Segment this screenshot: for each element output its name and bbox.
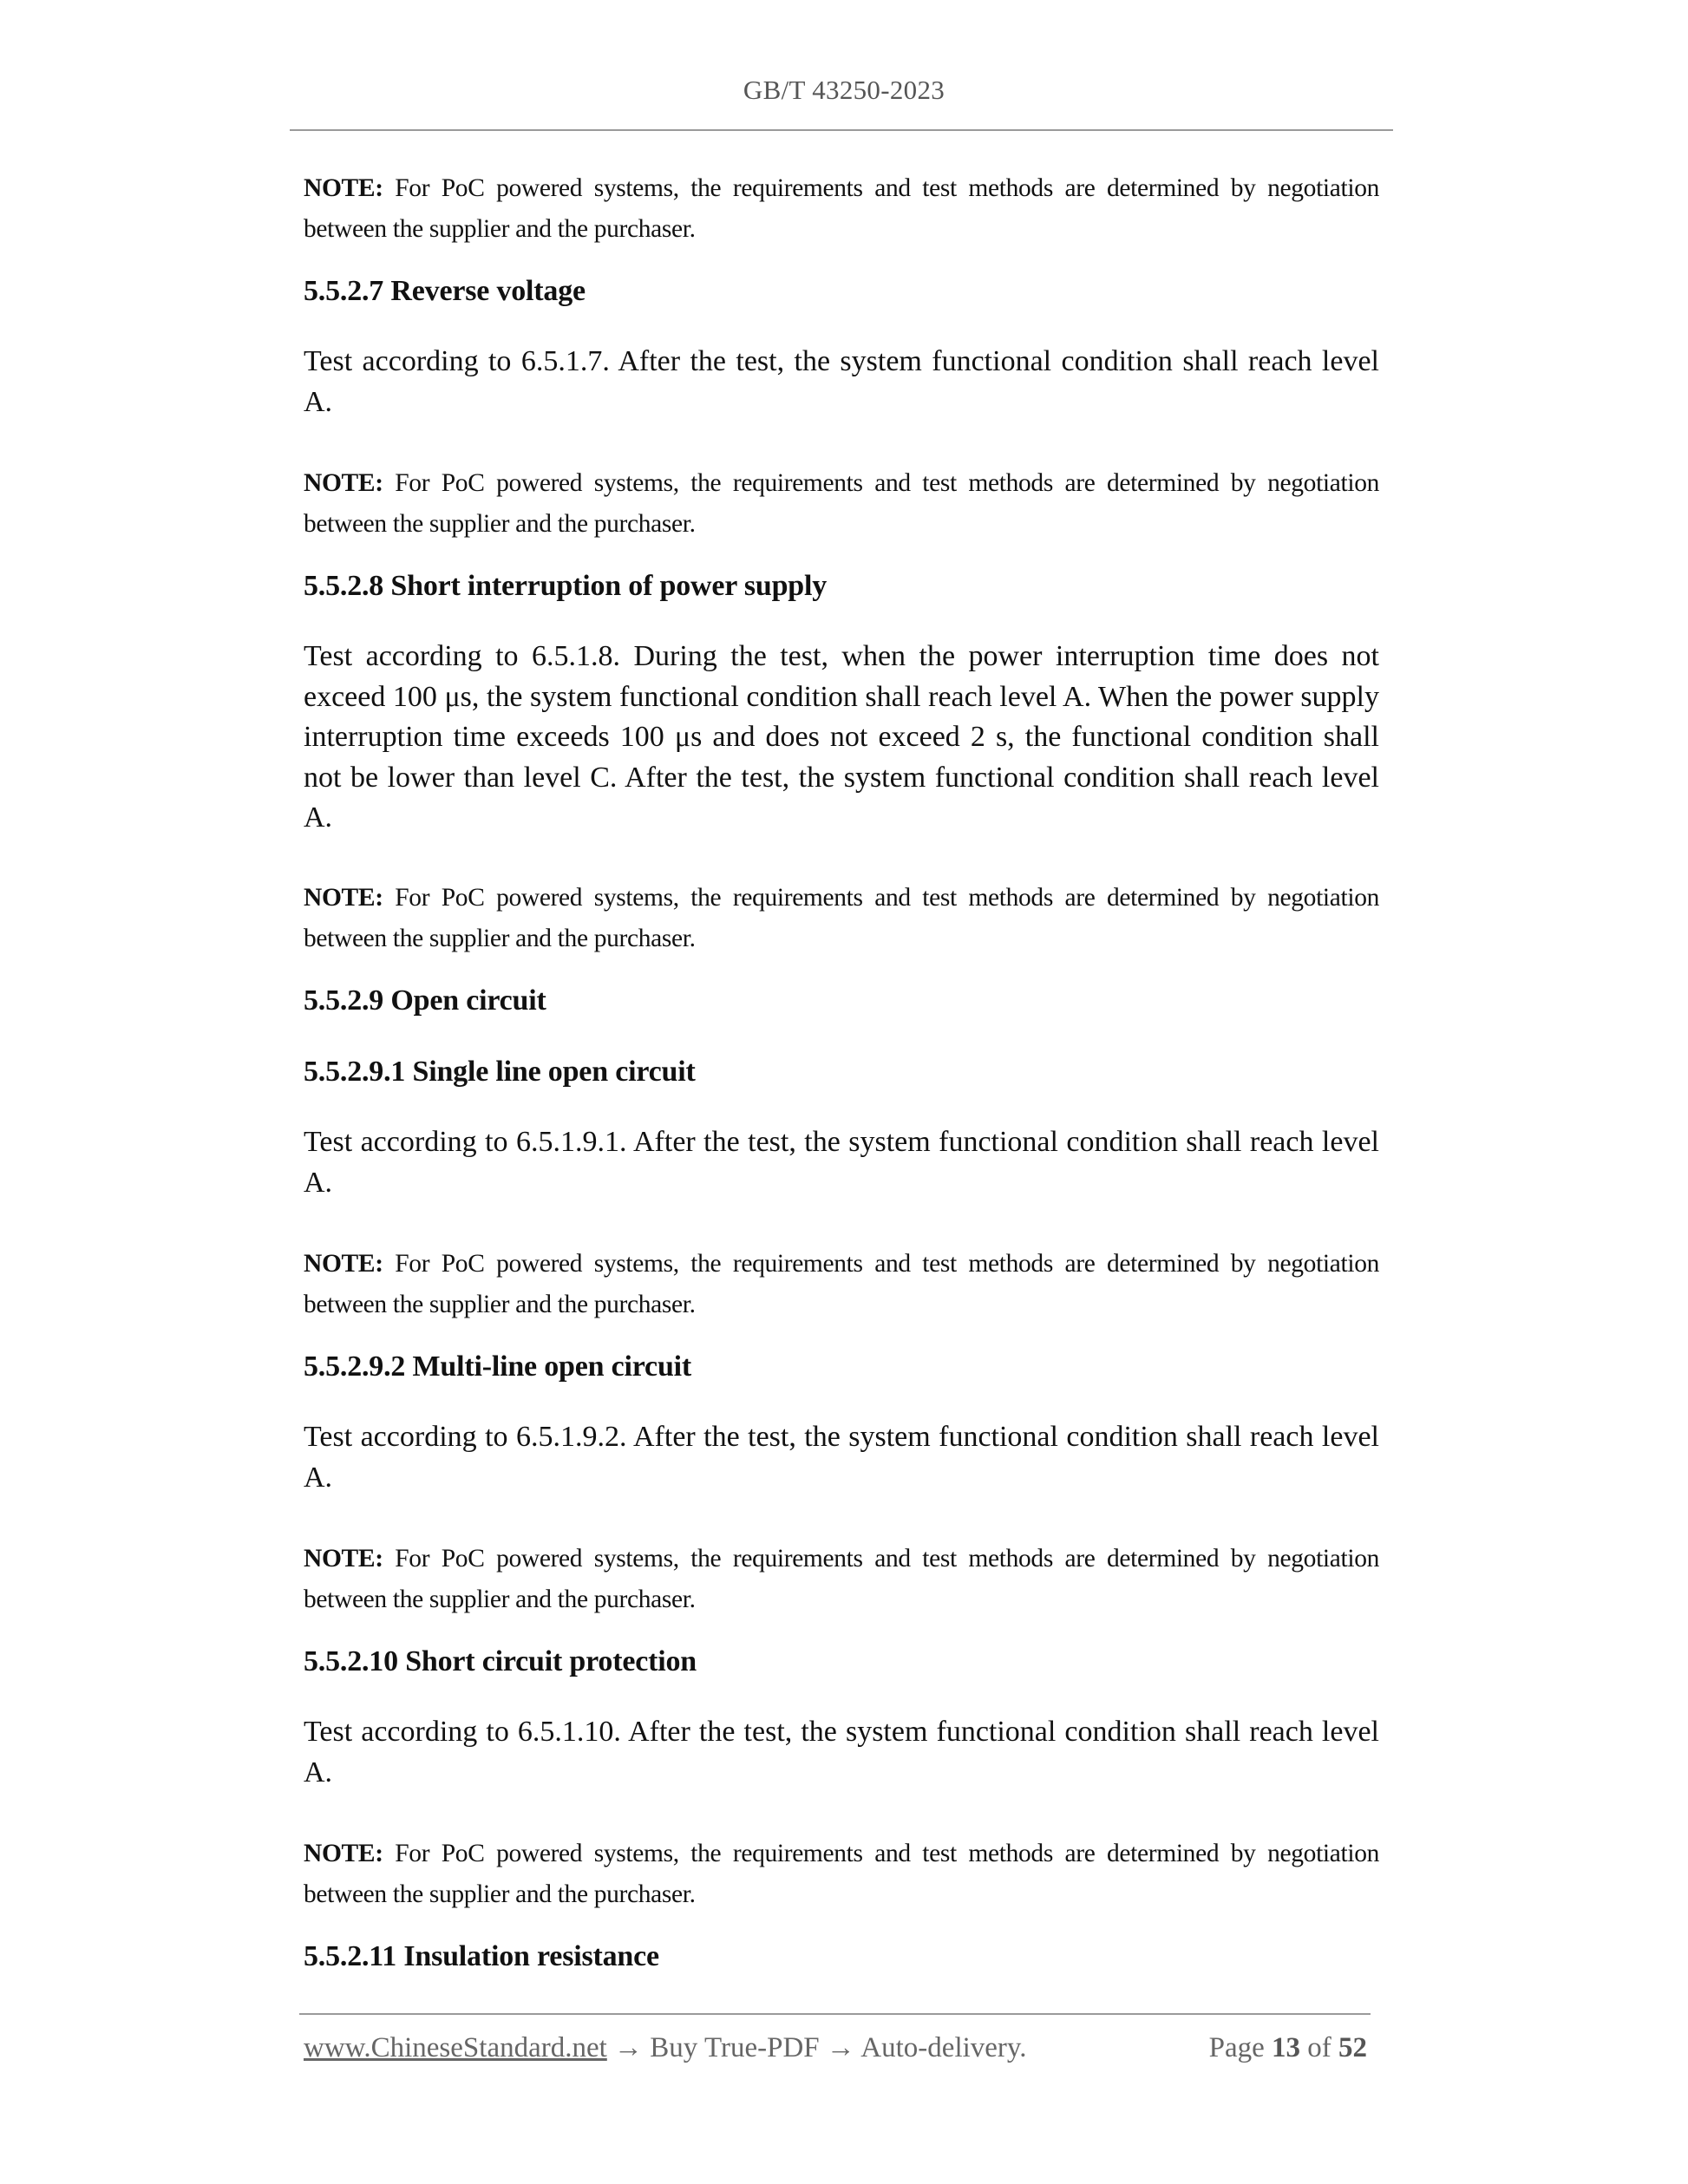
note-text: For PoC powered systems, the requirements and test methods are determined by negotiation between the supplier and the purchaser. <box>304 1545 1379 1613</box>
note <box>304 1244 1379 1325</box>
note-text: For PoC powered systems, the requirements and test methods are determined by negotiation between the supplier and the purchaser. <box>304 1840 1379 1908</box>
document-header-title: GB/T 43250-2023 <box>743 75 945 105</box>
note <box>304 168 1379 250</box>
section-heading: 5.5.2.9 Open circuit <box>304 984 546 1017</box>
section-paragraph: Test according to 6.5.1.9.1. After the test, the system functional condition shall reach level A. <box>304 1126 1379 1199</box>
footer-promo <box>304 2032 1027 2064</box>
note-text: For PoC powered systems, the requirements and test methods are determined by negotiation between the supplier and the purchaser. <box>304 174 1379 243</box>
section-heading: 5.5.2.11 Insulation resistance <box>304 1940 659 1972</box>
note <box>304 463 1379 545</box>
note-label: NOTE: <box>304 469 383 497</box>
note-text: For PoC powered systems, the requirements and test methods are determined by negotiation between the supplier and the purchaser. <box>304 884 1379 952</box>
footer-divider <box>299 2013 1371 2015</box>
note-label: NOTE: <box>304 1250 383 1278</box>
section-heading: 5.5.2.8 Short interruption of power supply <box>304 570 828 602</box>
page-label: Page <box>1208 2032 1265 2063</box>
website-link[interactable]: www.ChineseStandard.net <box>304 2032 607 2063</box>
note-text: For PoC powered systems, the requirements and test methods are determined by negotiation between the supplier and the purchaser. <box>304 469 1379 538</box>
section-paragraph: Test according to 6.5.1.10. After the test, the system functional condition shall reach level A. <box>304 1716 1379 1788</box>
footer-promo-text: → Buy True-PDF → Auto-delivery. <box>606 2032 1027 2063</box>
section-heading: 5.5.2.9.2 Multi-line open circuit <box>304 1350 692 1383</box>
note-text: For PoC powered systems, the requirements and test methods are determined by negotiation between the supplier and the purchaser. <box>304 1250 1379 1318</box>
note <box>304 878 1379 959</box>
note <box>304 1539 1379 1620</box>
section-paragraph: Test according to 6.5.1.9.2. After the test, the system functional condition shall reach level A. <box>304 1421 1379 1494</box>
section-heading: 5.5.2.7 Reverse voltage <box>304 275 586 307</box>
note-label: NOTE: <box>304 174 383 202</box>
total-pages: 52 <box>1338 2032 1367 2063</box>
section-heading: 5.5.2.10 Short circuit protection <box>304 1645 697 1677</box>
header-divider <box>290 129 1393 131</box>
note-label: NOTE: <box>304 1545 383 1573</box>
section-heading: 5.5.2.9.1 Single line open circuit <box>304 1056 696 1088</box>
note-label: NOTE: <box>304 1840 383 1867</box>
page-of-label: of <box>1307 2032 1331 2063</box>
note <box>304 1834 1379 1915</box>
page-number <box>1209 2032 1367 2064</box>
current-page: 13 <box>1272 2032 1300 2063</box>
section-paragraph: Test according to 6.5.1.8. During the test, when the power interruption time does not exceed 100 μs, the system functional condition shall reach level A. When the power supply interruption time exceeds 100 μs and does not exceed 2 s, the functional condition shall not be lower than level C. After the test, the system functional condition shall reach level A. <box>304 640 1379 834</box>
section-paragraph: Test according to 6.5.1.7. After the test, the system functional condition shall reach level A. <box>304 345 1379 418</box>
note-label: NOTE: <box>304 884 383 912</box>
